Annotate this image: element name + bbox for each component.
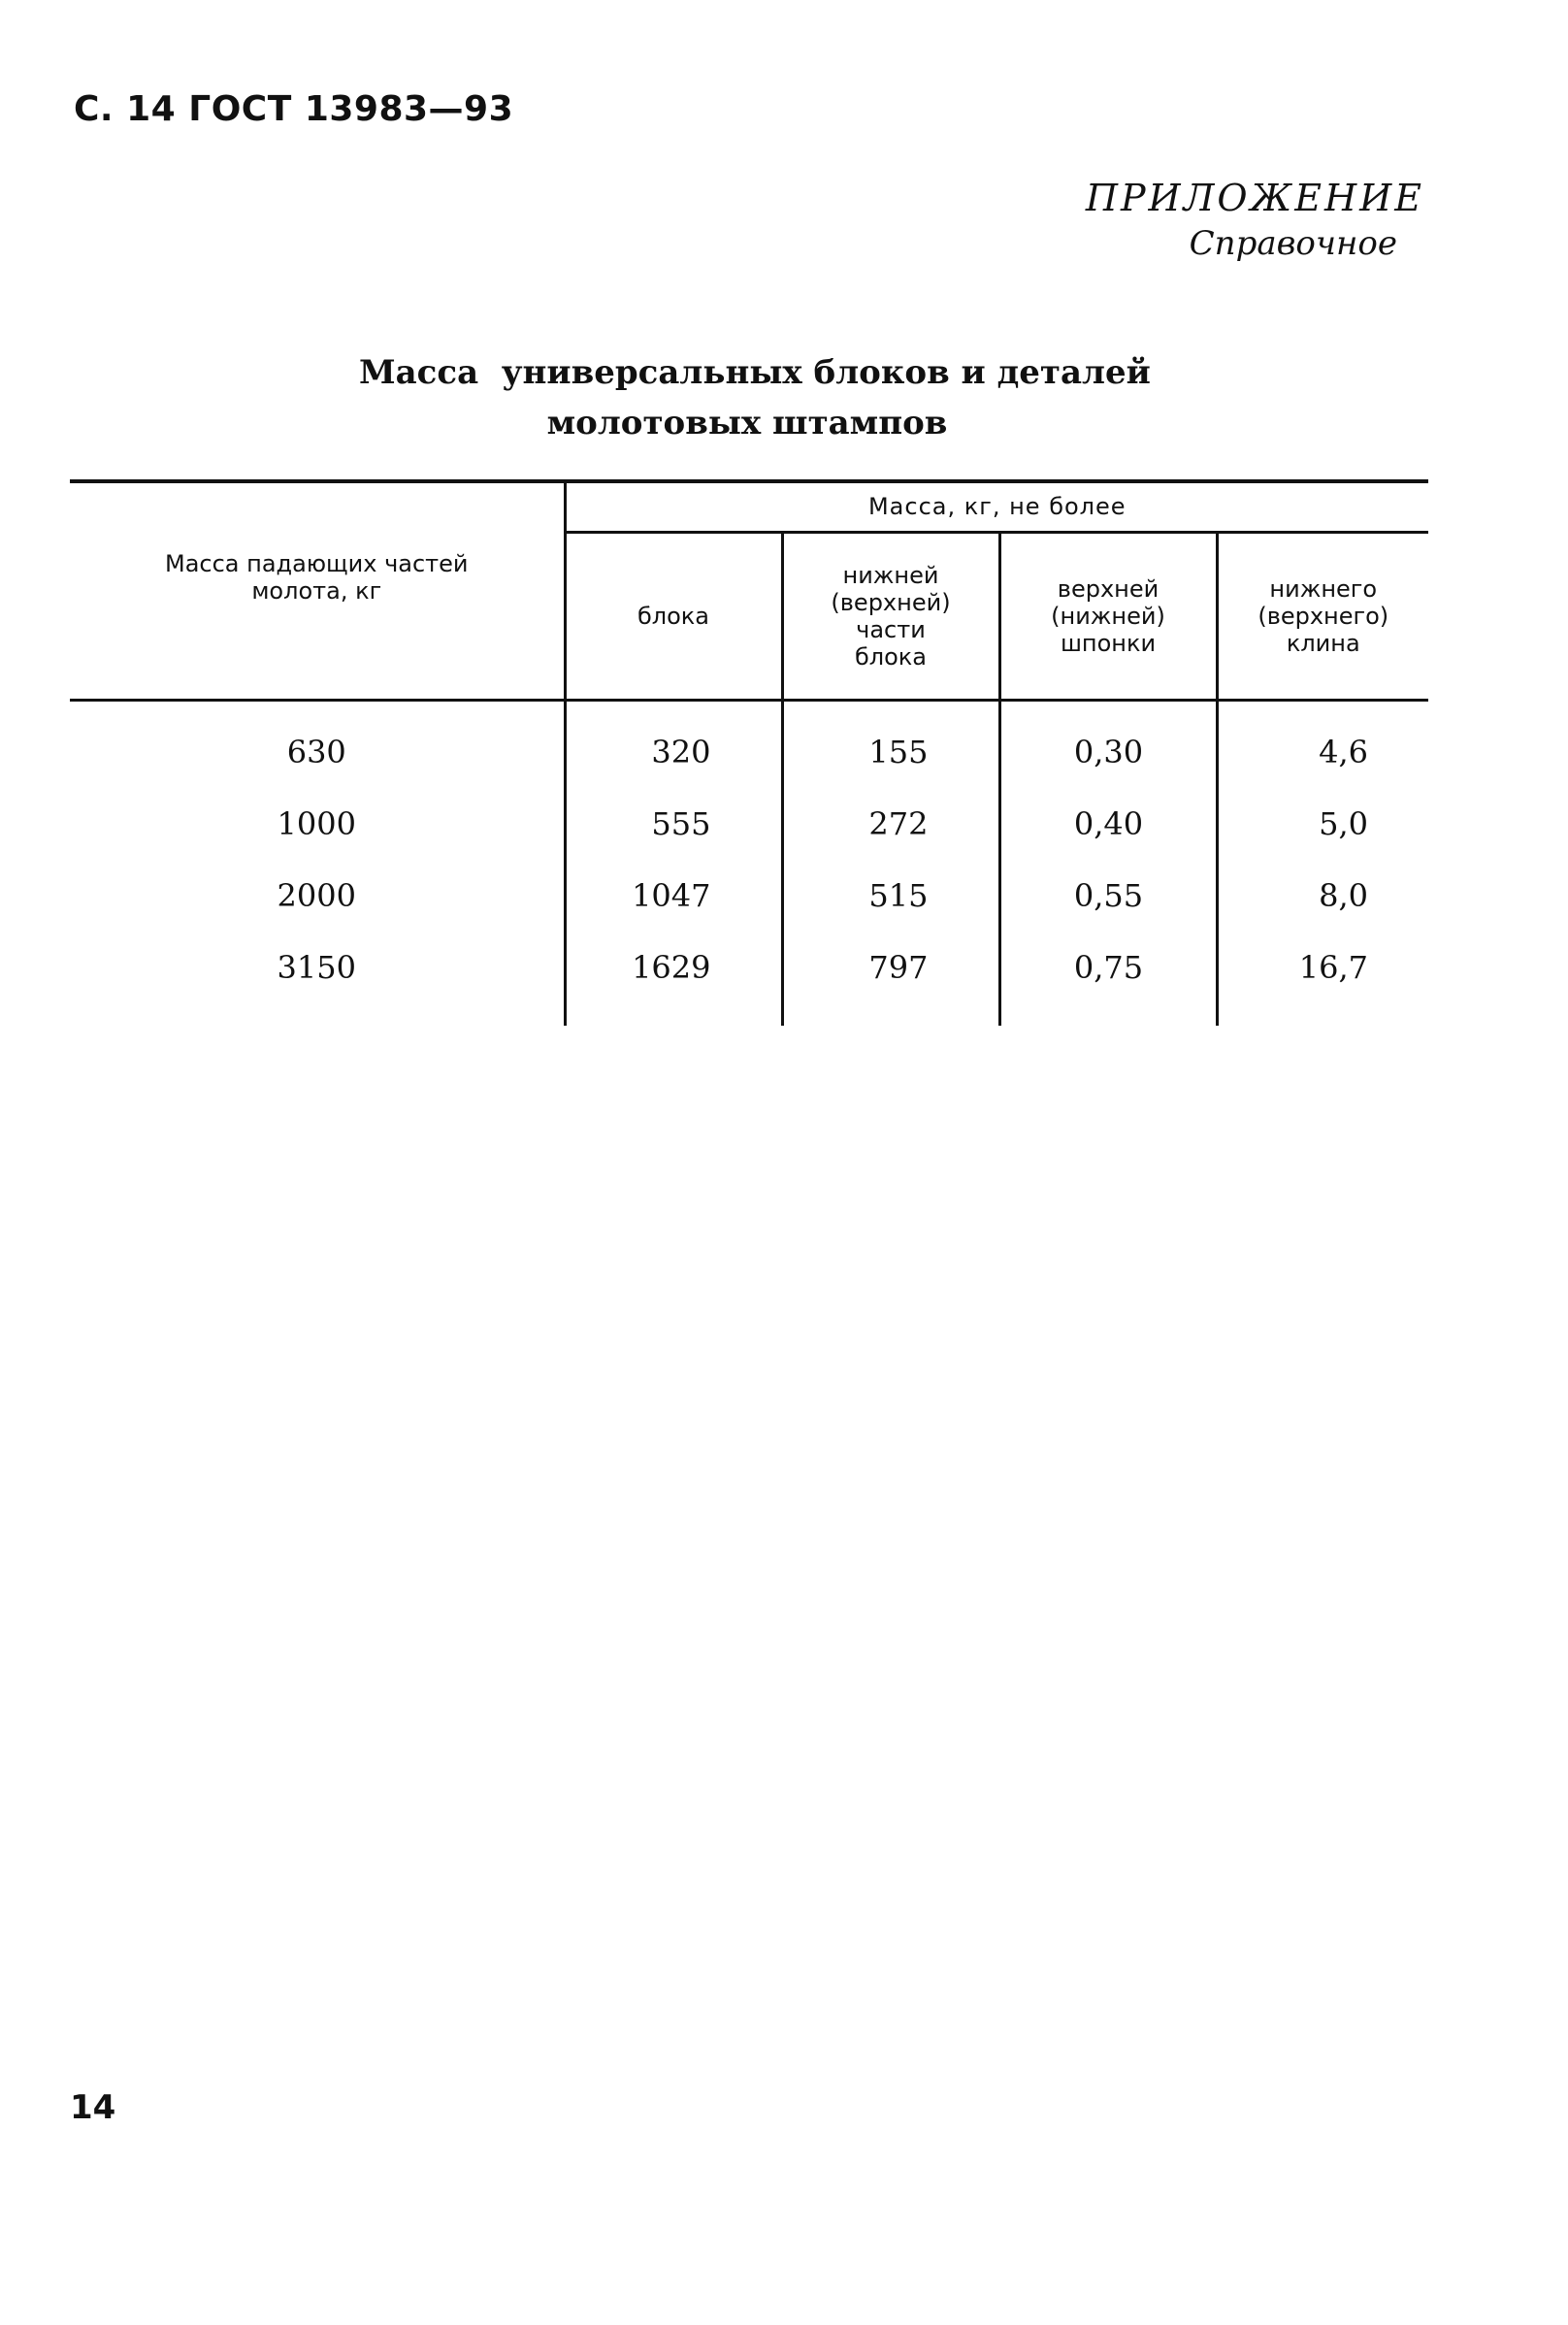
cell-lower-part: 515 xyxy=(782,860,999,932)
cell-lower-wedge: 4,6 xyxy=(1319,734,1369,770)
cell-lower-part: 155 xyxy=(782,701,999,789)
header-lower-wedge: нижнего (верхнего) клина xyxy=(1217,532,1428,700)
cell-lower-part: 272 xyxy=(782,788,999,860)
table-row xyxy=(70,860,1428,932)
appendix-label xyxy=(1086,175,1424,266)
table-row xyxy=(70,788,1428,860)
table-title xyxy=(359,347,1151,448)
cell-upper-key: 0,30 xyxy=(999,701,1217,789)
table-row xyxy=(70,701,1428,789)
header-hammer-mass: Масса падающих частей молота, кг xyxy=(70,481,565,701)
header-lower-part: нижней (верхней) части блока xyxy=(782,532,999,700)
table-header-row xyxy=(70,481,1428,532)
running-title: С. 14 ГОСТ 13983—93 xyxy=(74,89,514,129)
cell-upper-key: 0,40 xyxy=(999,788,1217,860)
cell-lower-wedge: 8,0 xyxy=(1319,877,1369,914)
appendix-subtitle: Справочное xyxy=(1189,224,1397,263)
cell-lower-part: 797 xyxy=(782,932,999,1026)
header-block: блока xyxy=(565,532,782,700)
cell-hammer: 2000 xyxy=(70,860,565,932)
cell-upper-key: 0,55 xyxy=(999,860,1217,932)
table-title-line-1: Масса универсальных блоков и деталей xyxy=(359,353,1151,392)
header-mass-group: Масса, кг, не более xyxy=(565,481,1428,532)
table-title-line-2: молотовых штампов xyxy=(546,404,948,442)
cell-hammer: 1000 xyxy=(70,788,565,860)
cell-hammer: 3150 xyxy=(70,932,565,1026)
page-number: 14 xyxy=(70,2088,116,2127)
table-row xyxy=(70,932,1428,1026)
cell-hammer: 630 xyxy=(70,701,565,789)
cell-block: 320 xyxy=(565,701,782,789)
cell-block: 1047 xyxy=(565,860,782,932)
mass-table-container xyxy=(70,479,1428,1026)
cell-block: 555 xyxy=(565,788,782,860)
mass-table xyxy=(70,479,1428,1026)
header-upper-key: верхней (нижней) шпонки xyxy=(999,532,1217,700)
cell-block: 1629 xyxy=(565,932,782,1026)
cell-lower-wedge: 5,0 xyxy=(1319,805,1369,842)
cell-upper-key: 0,75 xyxy=(999,932,1217,1026)
appendix-title: ПРИЛОЖЕНИЕ xyxy=(1085,177,1424,219)
cell-lower-wedge: 16,7 xyxy=(1298,949,1369,986)
